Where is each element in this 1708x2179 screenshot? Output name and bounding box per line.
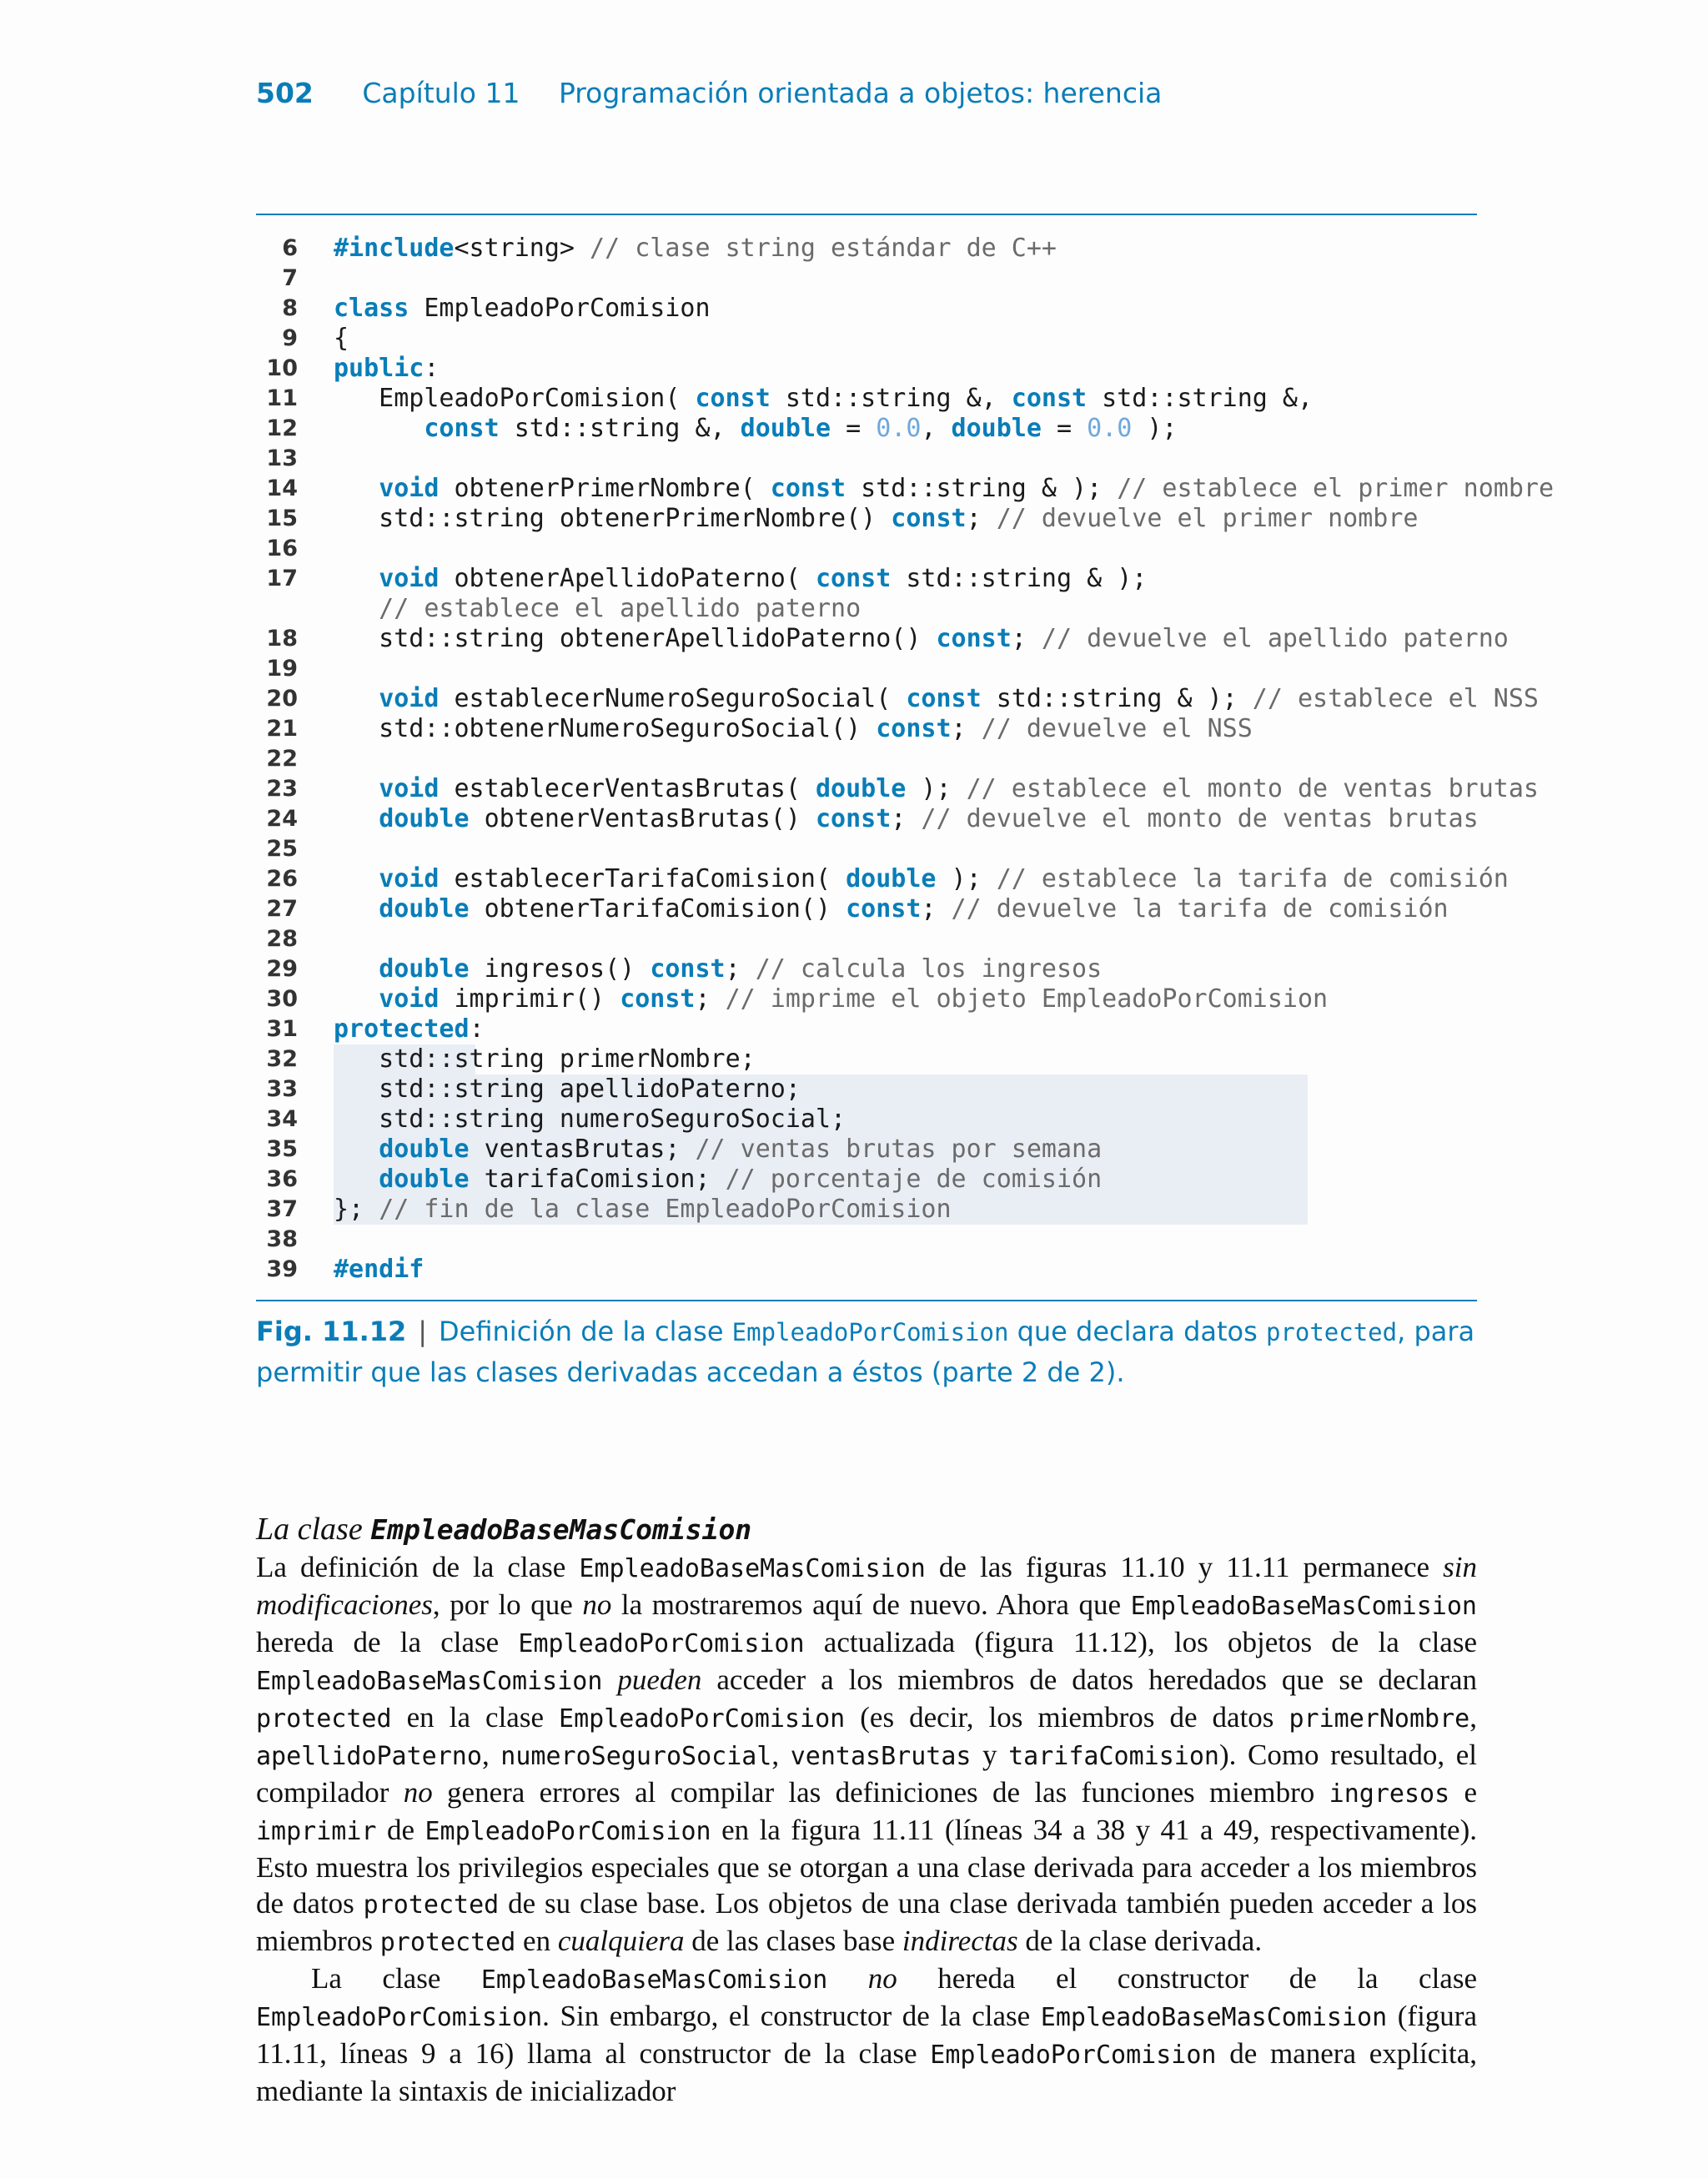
code-line (256, 834, 1477, 864)
code-text: { (334, 324, 349, 353)
line-number: 7 (282, 265, 298, 291)
line-number: 23 (266, 776, 298, 802)
code-text: #include<string> // clase string estándar de C++ (334, 234, 1057, 263)
code-line (256, 1195, 1477, 1225)
line-number: 24 (266, 806, 298, 832)
figure-label: Fig. 11.12 (256, 1316, 407, 1347)
code-line (256, 1255, 1477, 1285)
code-text: // establece el apellido paterno (334, 594, 862, 623)
code-line (256, 984, 1477, 1014)
line-number: 19 (266, 656, 298, 682)
code-line (256, 354, 1477, 384)
code-line (256, 1225, 1477, 1255)
page-header (256, 77, 1162, 109)
code-text: std::string apellidoPaterno; (334, 1074, 801, 1104)
code-line (256, 744, 1477, 774)
line-number: 30 (266, 986, 298, 1012)
line-number: 16 (266, 536, 298, 561)
code-line (256, 1014, 1477, 1044)
paragraph: La clase EmpleadoBaseMasComision no hereda el constructor de la clase EmpleadoPorComision. Sin embargo, el constructor de la clase EmpleadoBaseMasComision (figura 11.11, líneas 9 a 16) llama al constructor de la clase EmpleadoPorComision de manera explícita, mediante la sintaxis de inicializador (256, 1962, 1477, 2107)
line-number: 27 (266, 896, 298, 922)
code-line (256, 1044, 1477, 1074)
code-line (256, 384, 1477, 414)
code-line (256, 504, 1477, 534)
code-text: double obtenerTarifaComision() const; // devuelve la tarifa de comisión (379, 894, 1449, 923)
code-line (256, 564, 1477, 594)
code-line (256, 624, 1509, 654)
code-text: double ingresos() const; // calcula los ingresos (379, 954, 1103, 984)
code-text: const std::string &, double = 0.0, double = 0.0 ); (424, 414, 1178, 443)
code-text: void establecerVentasBrutas( double ); // establece el monto de ventas brutas (379, 774, 1539, 803)
heading-code: EmpleadoBaseMasComision (370, 1513, 752, 1546)
line-number: 13 (266, 445, 298, 471)
code-text: class EmpleadoPorComision (334, 294, 711, 323)
code-line (256, 804, 1477, 834)
code-text: }; // fin de la clase EmpleadoPorComision (334, 1195, 952, 1224)
line-number: 6 (282, 235, 298, 261)
chapter-title: Programación orientada a objetos: herencia (558, 77, 1163, 109)
code-text: public: (334, 354, 440, 383)
line-number: 8 (282, 295, 298, 321)
code-text: EmpleadoPorComision( const std::string &, const std::string &, (334, 384, 1314, 413)
line-number: 12 (266, 415, 298, 441)
chapter-label: Capítulo 11 (362, 77, 520, 109)
code-line (256, 594, 1477, 624)
code-line (256, 234, 1477, 264)
code-text: std::string numeroSeguroSocial; (334, 1105, 846, 1134)
code-line (256, 324, 1477, 354)
code-text: double tarifaComision; // porcentaje de comisión (379, 1165, 1103, 1194)
line-number: 20 (266, 686, 298, 712)
line-number: 14 (266, 476, 298, 501)
code-text: std::string primerNombre; (334, 1044, 756, 1074)
line-number: 17 (266, 566, 298, 591)
line-number: 37 (266, 1196, 298, 1222)
code-bottom-rule (256, 1300, 1477, 1301)
code-text: double obtenerVentasBrutas() const; // devuelve el monto de ventas brutas (379, 804, 1479, 833)
code-listing (256, 234, 1555, 1285)
code-line (256, 714, 1477, 744)
code-line (256, 474, 1555, 504)
code-text: void establecerNumeroSeguroSocial( const std::string & ); // establece el NSS (379, 684, 1539, 713)
line-number: 34 (266, 1106, 298, 1132)
code-line (256, 534, 1477, 564)
line-number: 26 (266, 866, 298, 892)
section-heading (256, 1510, 1477, 1549)
line-number: 32 (266, 1046, 298, 1072)
code-line (256, 264, 1477, 294)
line-number: 33 (266, 1076, 298, 1102)
code-line (256, 1105, 1477, 1135)
code-text: void obtenerPrimerNombre( const std::string & ); // establece el primer nombre (379, 474, 1555, 503)
line-number: 10 (266, 355, 298, 381)
line-number: 25 (266, 836, 298, 862)
code-line (256, 294, 1477, 324)
code-line (256, 1165, 1477, 1195)
code-line (256, 684, 1539, 714)
caption-separator: | (418, 1316, 428, 1347)
code-line (256, 1135, 1477, 1165)
code-text: void imprimir() const; // imprime el objeto EmpleadoPorComision (379, 984, 1329, 1014)
section-body (256, 1510, 1477, 2109)
code-line (256, 864, 1509, 894)
code-line (256, 954, 1477, 984)
line-number: 9 (282, 325, 298, 351)
line-number: 21 (266, 716, 298, 742)
code-text: protected: (334, 1014, 485, 1044)
code-text: void obtenerApellidoPaterno( const std::string & ); (379, 564, 1148, 593)
code-line (256, 894, 1477, 924)
line-number: 22 (266, 746, 298, 772)
line-number: 35 (266, 1136, 298, 1162)
line-number: 38 (266, 1226, 298, 1252)
line-number: 29 (266, 956, 298, 982)
code-text: #endif (334, 1255, 424, 1284)
heading-prefix: La clase (256, 1512, 371, 1547)
code-text: double ventasBrutas; // ventas brutas por semana (379, 1135, 1103, 1164)
line-number: 39 (266, 1256, 298, 1282)
code-text: void establecerTarifaComision( double ); // establece la tarifa de comisión (379, 864, 1509, 893)
code-line (256, 1074, 1477, 1105)
caption-text: Definición de la clase EmpleadoPorComision que declara datos protected, para permitir que las clases derivadas accedan a éstos (parte 2 de 2). (256, 1316, 1475, 1388)
code-line (256, 924, 1477, 954)
code-text: std::obtenerNumeroSeguroSocial() const; // devuelve el NSS (334, 714, 1253, 743)
line-number: 28 (266, 926, 298, 952)
code-line (256, 774, 1539, 804)
code-line (256, 444, 1477, 474)
code-top-rule (256, 214, 1477, 215)
code-text: std::string obtenerApellidoPaterno() const; // devuelve el apellido paterno (334, 624, 1509, 653)
line-number: 15 (266, 506, 298, 531)
line-number: 18 (266, 626, 298, 652)
paragraph: La definición de la clase EmpleadoBaseMasComision de las figuras 11.10 y 11.11 permanece sin modificaciones, por lo que no la mostraremos aquí de nuevo. Ahora que EmpleadoBaseMasComision hereda de la clase EmpleadoPorComision actualizada (figura 11.12), los objetos de la clase EmpleadoBaseMasComision pueden acceder a los miembros de datos heredados que se declaran protected en la clase EmpleadoPorComision (es decir, los miembros de datos primerNombre, apellidoPaterno, numeroSeguroSocial, ventasBrutas y tarifaComision). Como resultado, el compilador no genera errores al compilar las definiciones de las funciones miembro ingresos e imprimir de EmpleadoPorComision en la figura 11.11 (líneas 34 a 38 y 41 a 49, respectivamente). Esto muestra los privilegios especiales que se otorgan a una clase derivada para acceder a los miembros de datos protected de su clase base. Los objetos de una clase derivada también pueden acceder a los miembros protected en cualquiera de las clases base indirectas de la clase derivada. (256, 1551, 1477, 1957)
line-number: 36 (266, 1166, 298, 1192)
code-line (256, 654, 1477, 684)
line-number: 11 (266, 385, 298, 411)
page-number: 502 (256, 77, 314, 109)
line-number: 31 (266, 1016, 298, 1042)
code-line (256, 414, 1477, 444)
code-text: std::string obtenerPrimerNombre() const; // devuelve el primer nombre (334, 504, 1419, 533)
figure-caption (256, 1311, 1477, 1392)
